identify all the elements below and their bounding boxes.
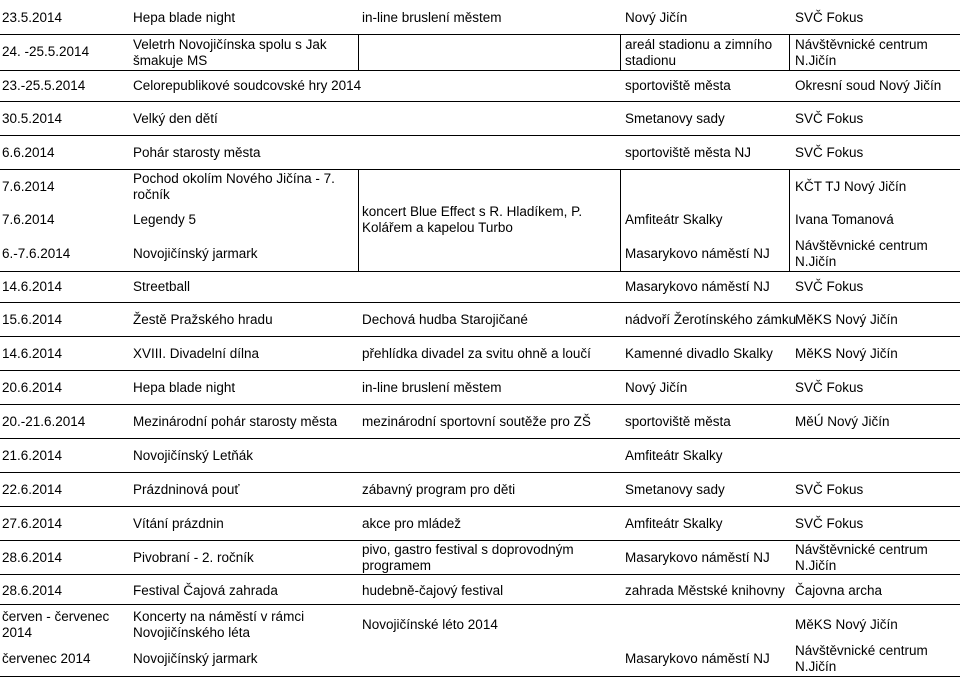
cell-place: Amfiteátr Skalky — [625, 448, 723, 463]
cell-event: Streetball — [133, 279, 191, 294]
cell-event: Legendy 5 — [133, 212, 197, 227]
col-separator — [789, 169, 790, 271]
cell-event: Vítání prázdnin — [133, 516, 224, 531]
cell-place: Masarykovo náměstí NJ — [625, 550, 770, 565]
cell-place: Smetanovy sady — [625, 111, 725, 126]
cell-date: 23.5.2014 — [2, 10, 63, 25]
cell-place: sportoviště města — [625, 78, 731, 93]
cell-date: 27.6.2014 — [2, 516, 63, 531]
cell-organizer: MěÚ Nový Jičín — [795, 414, 890, 429]
cell-place: Amfiteátr Skalky — [625, 212, 723, 227]
cell-description: in-line bruslení městem — [362, 10, 502, 25]
cell-event: Koncerty na náměstí v rámci Novojičínského léta — [133, 609, 305, 640]
cell-organizer: Čajovna archa — [795, 583, 883, 598]
cell-place: Masarykovo náměstí NJ — [625, 246, 770, 261]
row-separator — [0, 302, 960, 303]
cell-event: Festival Čajová zahrada — [133, 583, 278, 598]
cell-description: Novojičínské léto 2014 — [362, 617, 498, 632]
cell-place: Masarykovo náměstí NJ — [625, 651, 770, 666]
cell-date: 6.-7.6.2014 — [2, 246, 71, 261]
row-separator — [0, 574, 960, 575]
row-separator — [0, 34, 960, 35]
cell-date: 7.6.2014 — [2, 179, 55, 194]
row-separator — [0, 604, 960, 605]
row-separator — [0, 169, 960, 170]
row-separator — [0, 135, 960, 136]
row-separator — [0, 404, 960, 405]
cell-place: Nový Jičín — [625, 380, 688, 395]
row-separator — [0, 370, 960, 371]
col-separator — [358, 169, 359, 271]
cell-date: červen - červenec 2014 — [2, 609, 110, 640]
cell-date: 20.-21.6.2014 — [2, 414, 86, 429]
cell-date: 30.5.2014 — [2, 111, 63, 126]
cell-date: 14.6.2014 — [2, 279, 63, 294]
row-separator — [0, 336, 960, 337]
cell-place: zahrada Městské knihovny — [625, 583, 785, 598]
cell-description: pivo, gastro festival s doprovodným programem — [362, 542, 574, 573]
cell-event: Celorepublikové soudcovské hry 2014 — [133, 78, 362, 93]
cell-date: 28.6.2014 — [2, 550, 63, 565]
cell-event: Hepa blade night — [133, 380, 236, 395]
cell-date: červenec 2014 — [2, 651, 91, 666]
col-separator — [620, 34, 621, 70]
cell-description: akce pro mládež — [362, 516, 462, 531]
cell-organizer: Návštěvnické centrum N.Jičín — [795, 238, 928, 269]
cell-organizer: MěKS Nový Jičín — [795, 312, 898, 327]
cell-place: Masarykovo náměstí NJ — [625, 279, 770, 294]
cell-organizer: Ivana Tomanová — [795, 212, 894, 227]
cell-place: Kamenné divadlo Skalky — [625, 346, 773, 361]
cell-event: Žestě Pražského hradu — [133, 312, 273, 327]
cell-description: Dechová hudba Starojičané — [362, 312, 528, 327]
cell-date: 23.-25.5.2014 — [2, 78, 86, 93]
cell-organizer: Okresní soud Nový Jičín — [795, 78, 942, 93]
cell-description: koncert Blue Effect s R. Hladíkem, P. Kolářem a kapelou Turbo — [362, 204, 583, 235]
cell-place: Smetanovy sady — [625, 482, 725, 497]
cell-organizer: SVČ Fokus — [795, 482, 864, 497]
cell-organizer: Návštěvnické centrum N.Jičín — [795, 643, 928, 674]
col-separator — [358, 34, 359, 70]
cell-organizer: SVČ Fokus — [795, 10, 864, 25]
cell-date: 28.6.2014 — [2, 583, 63, 598]
cell-description: zábavný program pro děti — [362, 482, 516, 497]
cell-event: Prázdninová pouť — [133, 482, 240, 497]
cell-organizer: MěKS Nový Jičín — [795, 346, 898, 361]
cell-event: Novojičínský jarmark — [133, 651, 258, 666]
cell-organizer: SVČ Fokus — [795, 380, 864, 395]
cell-organizer: MěKS Nový Jičín — [795, 617, 898, 632]
cell-description: přehlídka divadel za svitu ohně a loučí — [362, 346, 591, 361]
cell-date: 20.6.2014 — [2, 380, 63, 395]
cell-date: 7.6.2014 — [2, 212, 55, 227]
cell-event: Novojičínský jarmark — [133, 246, 258, 261]
cell-date: 21.6.2014 — [2, 448, 63, 463]
cell-organizer: SVČ Fokus — [795, 516, 864, 531]
cell-place: sportoviště města NJ — [625, 145, 752, 160]
cell-date: 24. -25.5.2014 — [2, 44, 90, 59]
cell-event: Mezinárodní pohár starosty města — [133, 414, 338, 429]
cell-description: hudebně-čajový festival — [362, 583, 504, 598]
cell-place: Nový Jičín — [625, 10, 688, 25]
cell-organizer: KČT TJ Nový Jičín — [795, 179, 907, 194]
cell-organizer: SVČ Fokus — [795, 145, 864, 160]
cell-date: 15.6.2014 — [2, 312, 63, 327]
cell-place: Amfiteátr Skalky — [625, 516, 723, 531]
cell-place: sportoviště města — [625, 414, 731, 429]
row-separator — [0, 101, 960, 102]
cell-description: mezinárodní sportovní soutěže pro ZŠ — [362, 414, 591, 429]
cell-organizer: SVČ Fokus — [795, 279, 864, 294]
cell-event: Pohár starosty města — [133, 145, 261, 160]
cell-event: Hepa blade night — [133, 10, 236, 25]
cell-date: 6.6.2014 — [2, 145, 55, 160]
cell-date: 14.6.2014 — [2, 346, 63, 361]
row-separator — [0, 70, 960, 71]
cell-date: 22.6.2014 — [2, 482, 63, 497]
cell-organizer: SVČ Fokus — [795, 111, 864, 126]
cell-event: Novojičínský Letňák — [133, 448, 254, 463]
cell-event: Pivobraní - 2. ročník — [133, 550, 254, 565]
col-separator — [620, 169, 621, 271]
row-separator — [0, 271, 960, 272]
cell-organizer: Návštěvnické centrum N.Jičín — [795, 542, 928, 573]
cell-event: Veletrh Novojičínska spolu s Jak šmakuje MS — [133, 37, 327, 68]
row-separator — [0, 438, 960, 439]
cell-description: in-line bruslení městem — [362, 380, 502, 395]
cell-organizer: Návštěvnické centrum N.Jičín — [795, 37, 928, 68]
cell-event: Velký den dětí — [133, 111, 218, 126]
row-separator — [0, 472, 960, 473]
col-separator — [789, 34, 790, 70]
cell-event: Pochod okolím Nového Jičína - 7. ročník — [133, 171, 335, 202]
row-separator — [0, 506, 960, 507]
row-separator — [0, 540, 960, 541]
cell-event: XVIII. Divadelní dílna — [133, 346, 260, 361]
cell-place: areál stadionu a zimního stadionu — [625, 37, 773, 68]
cell-place: nádvoří Žerotínského zámku — [625, 312, 797, 327]
